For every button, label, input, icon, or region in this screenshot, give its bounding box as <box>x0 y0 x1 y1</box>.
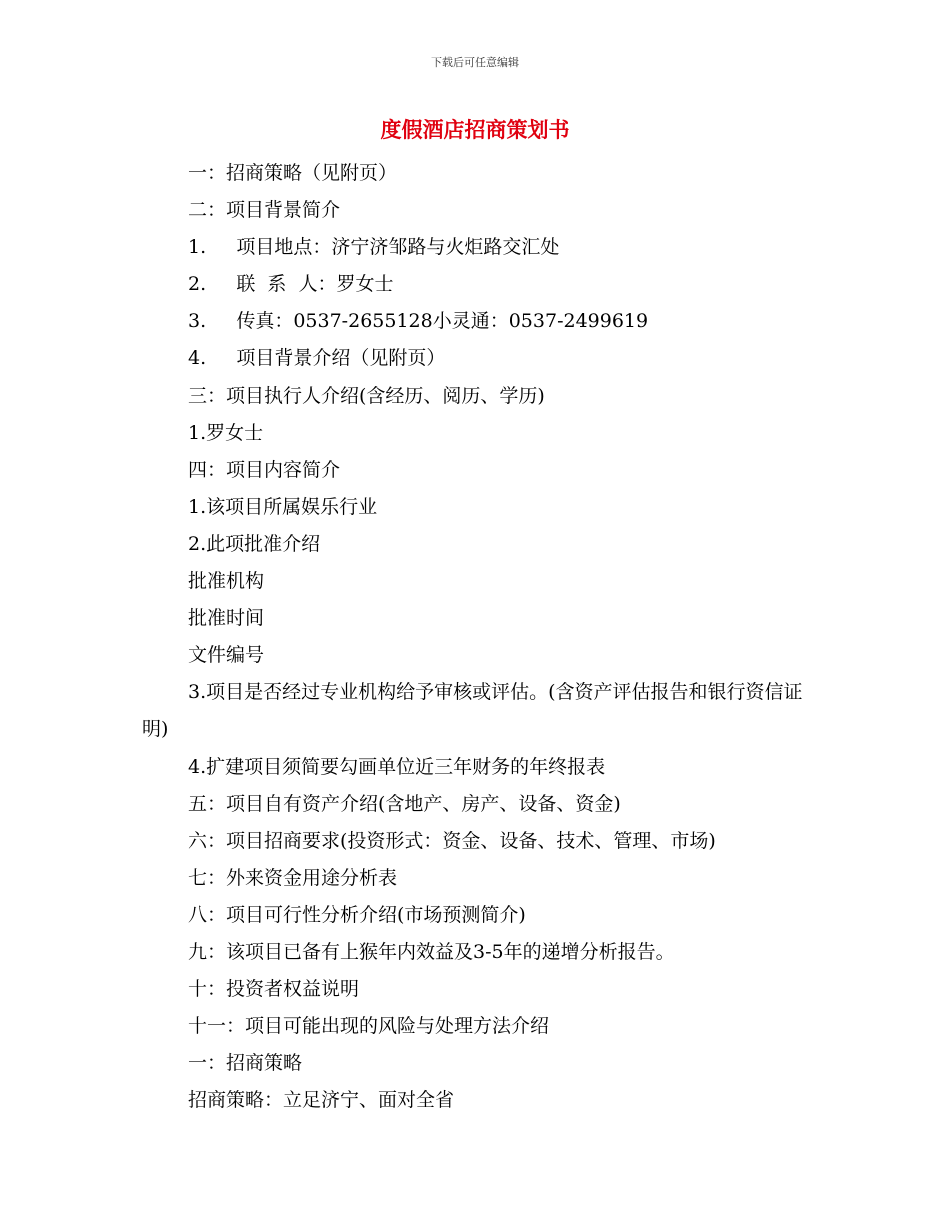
list-item: 2.此项批准介绍 <box>188 532 321 555</box>
section-heading: 二：项目背景简介 <box>188 199 341 222</box>
list-item: 2. 联 系 人：罗女士 <box>188 273 394 296</box>
document-body <box>142 155 822 1119</box>
section-heading: 七：外来资金用途分析表 <box>188 866 398 889</box>
list-item: 3. 传真：0537-2655128小灵通：0537-2499619 <box>188 310 649 333</box>
section-heading: 四：项目内容简介 <box>188 458 341 481</box>
list-item: 1. 项目地点：济宁济邹路与火炬路交汇处 <box>188 236 560 259</box>
text-line: 招商策略：立足济宁、面对全省 <box>188 1089 455 1112</box>
section-heading: 十：投资者权益说明 <box>188 978 360 1001</box>
section-heading: 六：项目招商要求(投资形式：资金、设备、技术、管理、市场) <box>188 829 716 852</box>
list-item: 1.罗女士 <box>188 421 264 444</box>
section-heading: 九：该项目已备有上猴年内效益及3-5年的递增分析报告。 <box>188 940 675 963</box>
text-line: 文件编号 <box>188 644 265 667</box>
text-line: 批准机构 <box>188 570 265 593</box>
section-heading: 一：招商策略（见附页） <box>188 162 398 184</box>
section-heading: 十一：项目可能出现的风险与处理方法介绍 <box>188 1015 550 1038</box>
text-line: 批准时间 <box>188 607 265 630</box>
section-heading: 一：招商策略 <box>188 1052 303 1075</box>
list-item: 4. 项目背景介绍（见附页） <box>188 347 446 370</box>
section-heading: 三：项目执行人介绍(含经历、阅历、学历) <box>188 384 545 407</box>
page-header: 下载后可任意编辑 <box>431 56 519 69</box>
document-title: 度假酒店招商策划书 <box>380 118 570 142</box>
list-item: 1.该项目所属娱乐行业 <box>188 495 378 518</box>
list-item: 4.扩建项目须简要勾画单位近三年财务的年终报表 <box>188 755 606 778</box>
section-heading: 五：项目自有资产介绍(含地产、房产、设备、资金) <box>188 792 621 815</box>
section-heading: 八：项目可行性分析介绍(市场预测简介) <box>188 903 526 926</box>
paragraph: 3.项目是否经过专业机构给予审核或评估。(含资产评估报告和银行资信证明) <box>142 681 803 741</box>
